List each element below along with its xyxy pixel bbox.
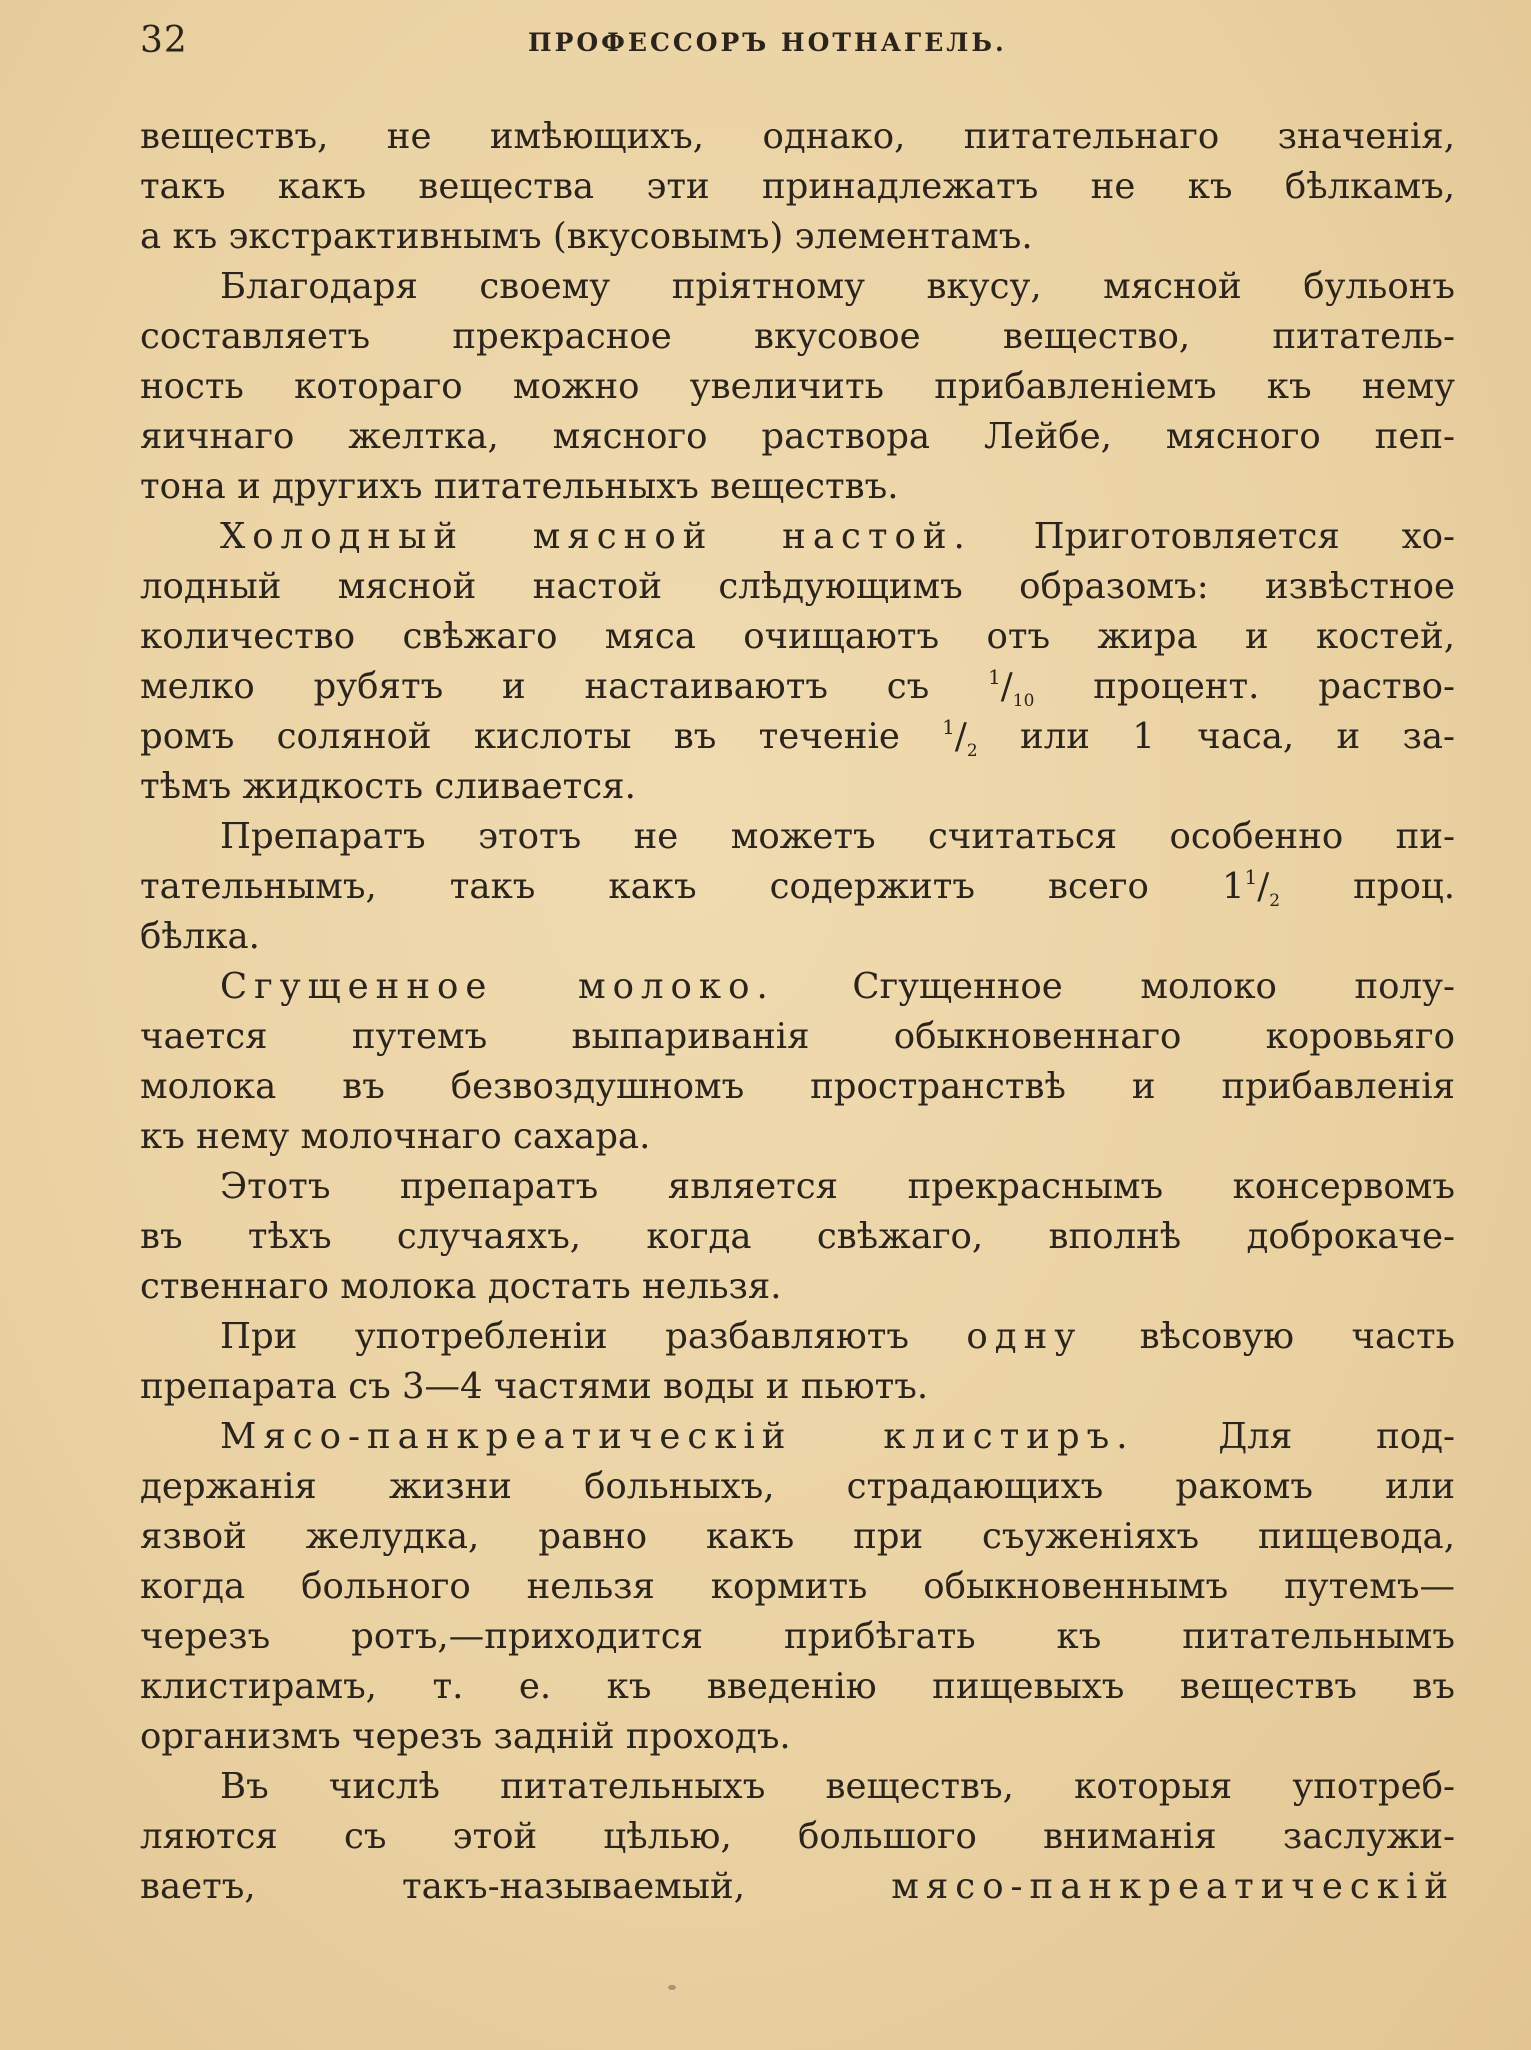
text-line — [140, 1412, 1455, 1462]
text-line — [140, 512, 1455, 562]
fraction-slash: / — [1257, 866, 1270, 907]
page-header — [140, 14, 1455, 74]
line-segment: Этотъ препаратъ является прекраснымъ консервомъ — [220, 1166, 1455, 1207]
spaced-heading: Холодный мясной настой. — [220, 516, 972, 557]
text-line — [140, 462, 1455, 512]
line-segment: проц. — [1280, 866, 1455, 907]
line-segment: При употребленіи разбавляютъ — [220, 1316, 967, 1357]
spaced-emphasis: мясо-панкреатическій — [891, 1866, 1455, 1907]
text-line — [140, 762, 1455, 812]
text-line — [140, 812, 1455, 862]
fraction-numerator: 1 — [1244, 865, 1258, 889]
fraction-denominator: 2 — [1269, 891, 1281, 911]
line-segment: когда больного нельзя кормить обыкновеннымъ путемъ— — [140, 1566, 1455, 1607]
line-segment: Препаратъ этотъ не можетъ считаться особенно пи- — [220, 816, 1455, 857]
text-line — [140, 1362, 1455, 1412]
line-segment: ваетъ, такъ-называемый, — [140, 1866, 892, 1907]
line-segment: въ тѣхъ случаяхъ, когда свѣжаго, вполнѣ доброкаче- — [140, 1216, 1455, 1257]
text-line — [140, 162, 1455, 212]
text-line — [140, 862, 1455, 912]
line-segment: черезъ ротъ,—приходится прибѣгать къ питательнымъ — [140, 1616, 1455, 1657]
line-segment: ляются съ этой цѣлью, большого вниманія заслужи- — [140, 1816, 1455, 1857]
text-line — [140, 312, 1455, 362]
line-segment: или 1 часа, и за- — [977, 716, 1455, 757]
text-line — [140, 212, 1455, 262]
line-segment: такъ какъ вещества эти принадлежатъ не къ бѣлкамъ, — [140, 166, 1455, 207]
text-line — [140, 362, 1455, 412]
line-segment: лодный мясной настой слѣдующимъ образомъ: извѣстное — [140, 566, 1455, 607]
fraction-slash: / — [954, 716, 967, 757]
line-segment: тона и другихъ питательныхъ веществъ. — [140, 466, 899, 507]
paper-stain — [668, 1985, 676, 1990]
text-line — [140, 1262, 1455, 1312]
line-segment: язвой желудка, равно какъ при съуженіяхъ пищевода, — [140, 1516, 1455, 1557]
line-segment: Сгущенное молоко полу- — [774, 966, 1455, 1007]
spaced-heading: Мясо-панкреатическій клистиръ. — [220, 1416, 1135, 1457]
line-segment: препарата съ 3—4 частями воды и пьютъ. — [140, 1366, 929, 1407]
text-line — [140, 1512, 1455, 1562]
text-line — [140, 1212, 1455, 1262]
text-line — [140, 1812, 1455, 1862]
spaced-heading: Сгущенное молоко. — [220, 966, 775, 1007]
fraction-denominator: 10 — [1012, 691, 1035, 711]
text-line — [140, 1862, 1455, 1912]
line-segment: Благодаря своему пріятному вкусу, мясной бульонъ — [220, 266, 1455, 307]
line-segment: къ нему молочнаго сахара. — [140, 1116, 651, 1157]
text-line — [140, 1162, 1455, 1212]
line-segment: организмъ черезъ задній проходъ. — [140, 1716, 791, 1757]
text-line — [140, 1612, 1455, 1662]
line-segment: ность котораго можно увеличить прибавленіемъ къ нему — [140, 366, 1455, 407]
line-segment: ромъ соляной кислоты въ теченіе — [140, 716, 943, 757]
line-segment: Въ числѣ питательныхъ веществъ, которыя употреб- — [220, 1766, 1455, 1807]
text-line — [140, 1062, 1455, 1112]
text-line — [140, 612, 1455, 662]
line-segment: яичнаго желтка, мясного раствора Лейбе, мясного пеп- — [140, 416, 1455, 457]
text-line — [140, 562, 1455, 612]
text-line — [140, 662, 1455, 712]
line-segment: молока въ безвоздушномъ пространствѣ и прибавленія — [140, 1066, 1455, 1107]
line-segment: Для под- — [1134, 1416, 1455, 1457]
text-line — [140, 962, 1455, 1012]
fraction-numerator: 1 — [942, 715, 955, 739]
line-segment: держанія жизни больныхъ, страдающихъ ракомъ или — [140, 1466, 1455, 1507]
text-line — [140, 1112, 1455, 1162]
page-number: 32 — [140, 20, 188, 61]
text-line — [140, 1712, 1455, 1762]
line-segment: процент. раство- — [1034, 666, 1455, 707]
line-segment: Приготовляется хо- — [971, 516, 1455, 557]
text-line — [140, 1662, 1455, 1712]
text-line — [140, 1012, 1455, 1062]
text-line — [140, 1762, 1455, 1812]
line-segment: чается путемъ выпариванія обыкновеннаго коровьяго — [140, 1016, 1455, 1057]
text-line — [140, 1312, 1455, 1362]
line-segment: вѣсовую часть — [1082, 1316, 1455, 1357]
text-line — [140, 1462, 1455, 1512]
text-line — [140, 912, 1455, 962]
line-segment: тѣмъ жидкость сливается. — [140, 766, 636, 807]
line-segment: составляетъ прекрасное вкусовое вещество, питатель- — [140, 316, 1455, 357]
fraction-denominator: 2 — [966, 741, 978, 761]
text-line — [140, 712, 1455, 762]
line-segment: тательнымъ, такъ какъ содержитъ всего 1 — [140, 866, 1245, 907]
fraction-slash: / — [1000, 666, 1013, 707]
line-segment: веществъ, не имѣющихъ, однако, питательнаго значенія, — [140, 116, 1455, 157]
text-line — [140, 1562, 1455, 1612]
text-line — [140, 112, 1455, 162]
line-segment: мелко рубятъ и настаиваютъ съ — [140, 666, 989, 707]
line-segment: количество свѣжаго мяса очищаютъ отъ жира и костей, — [140, 616, 1455, 657]
body-text — [140, 112, 1455, 1912]
text-line — [140, 262, 1455, 312]
running-title: ПРОФЕССОРЪ НОТНАГЕЛЬ. — [528, 28, 1007, 57]
fraction-numerator: 1 — [988, 665, 1001, 689]
line-segment: ственнаго молока достать нельзя. — [140, 1266, 782, 1307]
line-segment: клистирамъ, т. е. къ введенію пищевыхъ веществъ въ — [140, 1666, 1455, 1707]
line-segment: бѣлка. — [140, 916, 260, 957]
line-segment: а къ экстрактивнымъ (вкусовымъ) элементамъ. — [140, 216, 1033, 257]
text-line — [140, 412, 1455, 462]
spaced-emphasis: одну — [966, 1316, 1083, 1357]
